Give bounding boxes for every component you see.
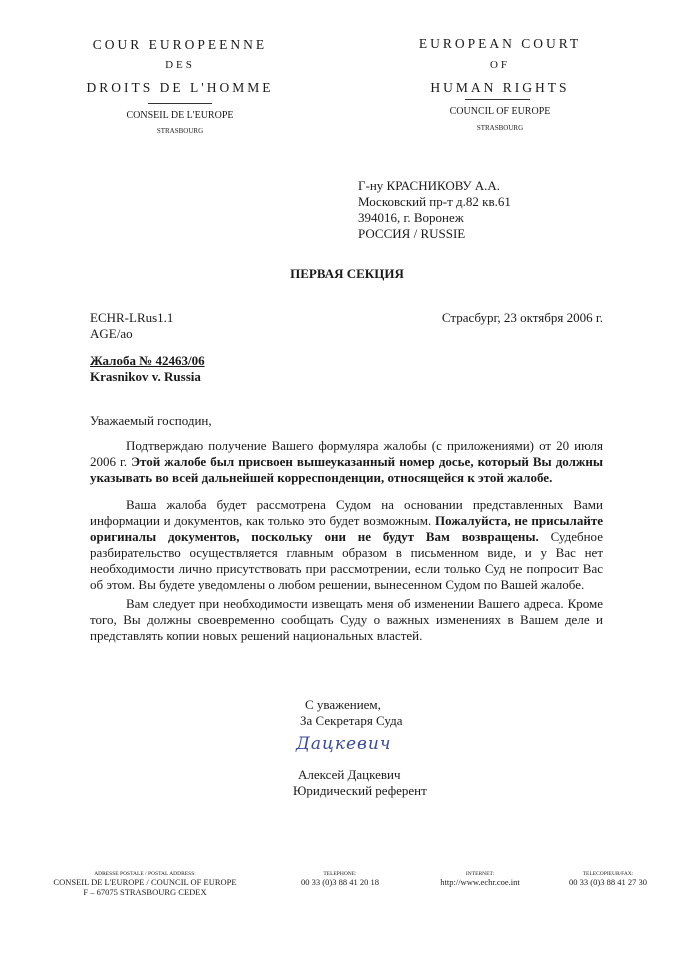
recipient-line: Московский пр-т д.82 кв.61 (358, 194, 511, 209)
footer-phone-label: TELEPHONE: (323, 871, 357, 877)
signature-text: Дацкевич (296, 734, 392, 754)
closing-regards: С уважением, (305, 697, 381, 712)
paragraph-3 (90, 596, 603, 644)
salutation: Уважаемый господин, (90, 413, 212, 428)
paragraph-2 (90, 497, 603, 593)
signature (296, 734, 391, 754)
recipient-line: Г-ну КРАСНИКОВУ А.А. (358, 178, 501, 193)
bold-text: Этой жалобе был присвоен вышеуказанный номер досье, который Вы должны указывать во всей дальнейшей корреспонденции, относящейся к этой жалобе. (90, 454, 603, 485)
text: Ваша жалоба будет рассмотрена Судом на основании представленных Вами информации и документов, как только это будет возможным. (90, 497, 603, 528)
paragraph-1 (90, 438, 603, 486)
letterhead-en-line1: EUROPEAN COURT (418, 36, 582, 51)
closing-on-behalf: За Секретаря Суда (300, 713, 403, 728)
letterhead-en-council: COUNCIL OF EUROPE (449, 106, 551, 117)
reference (90, 310, 173, 342)
letterhead-fr-city: STRASBOURG (156, 127, 204, 135)
reference-line1: ECHR-LRus1.1 (90, 310, 174, 325)
footer-phone (280, 871, 400, 887)
application-number: Жалоба № 42463/06 (90, 353, 205, 368)
footer-internet-label: INTERNET: (465, 871, 495, 877)
footer-address (40, 871, 250, 897)
letterhead-divider (465, 99, 530, 100)
section-title: ПЕРВАЯ СЕКЦИЯ (290, 266, 404, 281)
recipient-line: РОССИЯ / RUSSIE (358, 226, 466, 241)
text: Вам следует при необходимости извещать меня об изменении Вашего адреса. Кроме того, Вы должны своевременно сообщать Суду о важных изменениях в Вашем деле и представлять копии новых решений национальных властей. (90, 596, 603, 643)
reference-line2: AGE/ao (90, 326, 133, 341)
footer-phone-value: 00 33 (0)3 88 41 20 18 (301, 877, 379, 887)
letter-date: Страсбург, 23 октября 2006 г. (441, 310, 603, 325)
signatory-title: Юридический референт (293, 783, 427, 798)
recipient-line: 394016, г. Воронеж (358, 210, 464, 225)
footer-fax-value: 00 33 (0)3 88 41 27 30 (569, 877, 647, 887)
footer-address-label: ADRESSE POSTALE / POSTAL ADDRESS: (94, 871, 196, 877)
letterhead-fr-line1: COUR EUROPEENNE (92, 37, 268, 52)
recipient-address (358, 178, 511, 242)
footer-internet-link[interactable]: http://www.echr.coe.int (440, 877, 520, 887)
letterhead-fr-line2: DES (165, 59, 195, 71)
signatory-name: Алексей Дацкевич (298, 767, 401, 782)
letterhead-en-city: STRASBOURG (476, 124, 524, 132)
letterhead-en-line3: HUMAN RIGHTS (430, 80, 570, 95)
footer-fax (548, 871, 668, 887)
footer-fax-label: TELECOPIEUR/FAX: (582, 871, 634, 877)
bold-text: Пожалуйста, не присылайте оригиналы документов, поскольку они не будут Вам возвращены. (90, 513, 603, 544)
case-name: Krasnikov v. Russia (90, 369, 201, 384)
text: Подтверждаю получение Вашего формуляра жалобы (с приложениями) от 20 июля 2006 г. (90, 438, 603, 469)
letterhead-fr-council: CONSEIL DE L'EUROPE (126, 110, 234, 121)
footer-address-line2: F – 67075 STRASBOURG CEDEX (83, 887, 207, 897)
letterhead-en-line2: OF (489, 59, 511, 71)
letterhead-fr-line3: DROITS DE L'HOMME (86, 80, 274, 95)
footer-internet (420, 871, 540, 887)
text: Судебное разбирательство осуществляется главным образом в письменном виде, и у Вас нет необходимости лично присутствовать при рассмотрении, если только Суд не попросит Вас об этом. Вы будете уведомлены о любом решении, вынесенном Судом по Вашей жалобе. (90, 529, 603, 592)
letterhead-divider (148, 103, 212, 104)
footer-address-line1: CONSEIL DE L'EUROPE / COUNCIL OF EUROPE (53, 877, 237, 887)
application-info (90, 353, 205, 385)
